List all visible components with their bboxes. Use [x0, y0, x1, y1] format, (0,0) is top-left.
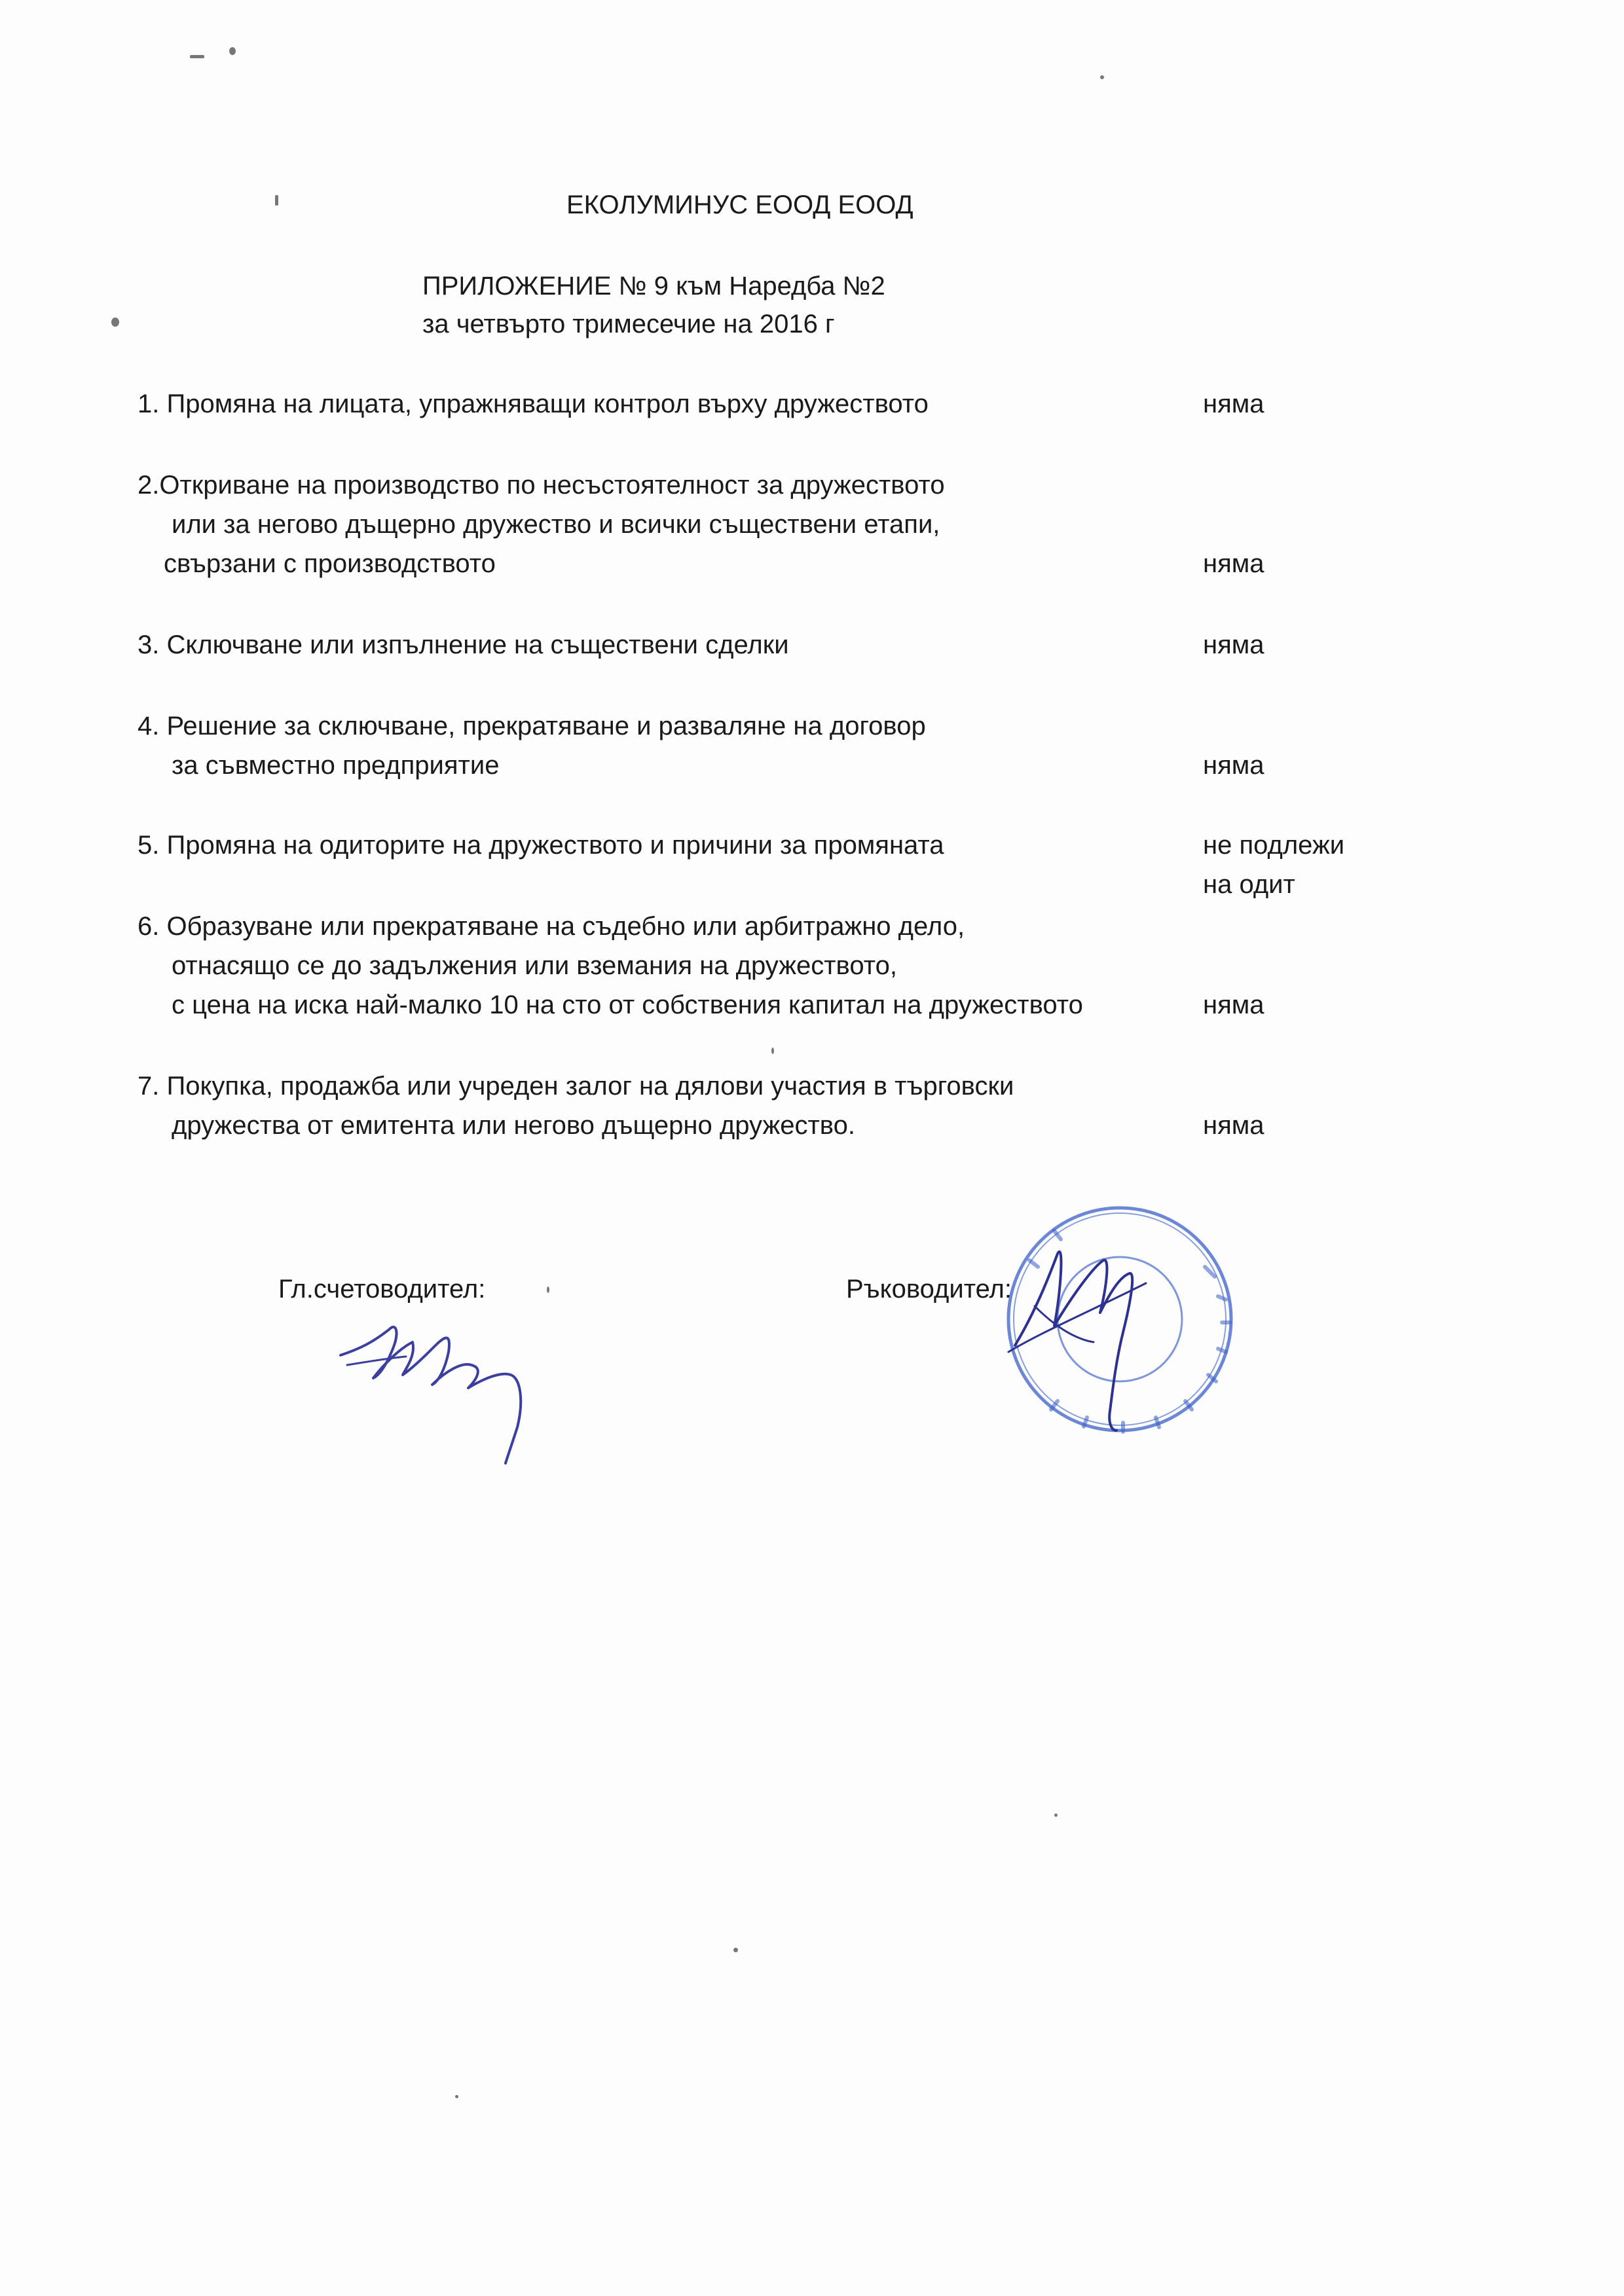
document-subtitle: ПРИЛОЖЕНИЕ № 9 към Наредба №2 — [422, 272, 885, 301]
item-1-answer: няма — [1203, 390, 1264, 418]
item-7-text-line-2: дружества от емитента или негово дъщерно дружество. — [172, 1111, 855, 1140]
item-4-text-line-1: 4. Решение за сключване, прекратяване и разваляне на договор — [138, 712, 926, 740]
item-1-text: 1. Промяна на лицата, упражняващи контрол върху дружеството — [138, 390, 929, 418]
item-6-answer: няма — [1203, 991, 1264, 1019]
item-5-answer-line-2: на одит — [1203, 870, 1295, 899]
scan-speck — [733, 1948, 738, 1952]
scan-speck — [229, 47, 236, 55]
scan-speck — [111, 318, 119, 327]
scan-speck — [275, 195, 278, 206]
item-3-answer: няма — [1203, 630, 1264, 659]
accountant-label: Гл.счетоводител: — [278, 1275, 486, 1303]
item-7-answer: няма — [1203, 1111, 1264, 1140]
accountant-signature — [334, 1303, 544, 1473]
item-5-answer-line-1: не подлежи — [1203, 831, 1345, 860]
item-2-text-line-1: 2.Откриване на производство по несъстоятелност за дружеството — [138, 471, 945, 500]
scan-speck — [455, 2095, 458, 2098]
manager-signature — [995, 1214, 1205, 1476]
scan-speck — [1100, 75, 1104, 79]
document-period: за четвърто тримесечие на 2016 г — [422, 310, 835, 338]
manager-label: Ръководител: — [846, 1275, 1012, 1303]
item-2-text-line-2: или за негово дъщерно дружество и всички съществени етапи, — [172, 510, 940, 539]
item-6-text-line-3: с цена на иска най-малко 10 на сто от собствения капитал на дружеството — [172, 991, 1083, 1019]
item-4-answer: няма — [1203, 751, 1264, 780]
item-2-text-line-3: свързани с производството — [164, 549, 496, 578]
scan-speck — [771, 1048, 774, 1054]
item-6-text-line-1: 6. Образуване или прекратяване на съдебно или арбитражно дело, — [138, 912, 965, 941]
item-2-answer: няма — [1203, 549, 1264, 578]
scan-speck — [547, 1286, 549, 1293]
scan-speck — [190, 55, 204, 58]
scan-speck — [1054, 1813, 1058, 1817]
item-5-text: 5. Промяна на одиторите на дружеството и причини за промяната — [138, 831, 944, 860]
item-7-text-line-1: 7. Покупка, продажба или учреден залог на дялови участия в търговски — [138, 1072, 1014, 1101]
company-name: ЕКОЛУМИНУС ЕООД ЕООД — [566, 191, 913, 219]
item-3-text: 3. Сключване или изпълнение на съществени сделки — [138, 630, 789, 659]
item-6-text-line-2: отнасящо се до задължения или вземания на дружеството, — [172, 951, 897, 980]
item-4-text-line-2: за съвместно предприятие — [172, 751, 500, 780]
